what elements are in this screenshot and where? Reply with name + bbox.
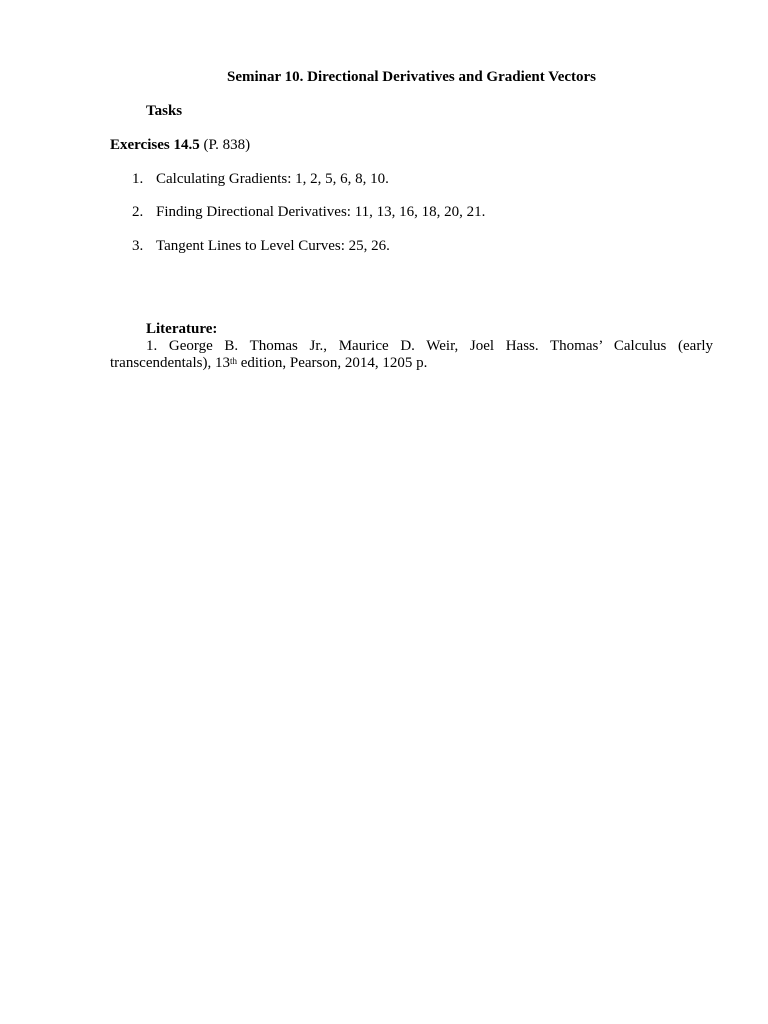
tasks-heading: Tasks [146, 103, 183, 119]
edition-superscript: th [229, 356, 237, 366]
literature-entry [110, 338, 713, 372]
literature-entry-text-end: edition, Pearson, 2014, 1205 p. [236, 355, 428, 371]
page-title: Seminar 10. Directional Derivatives and Gradient Vectors [227, 69, 596, 85]
list-item-number: 2. [132, 204, 144, 220]
exercises-page-ref: (P. 838) [199, 137, 251, 153]
task-list-item [132, 203, 485, 221]
list-item-text: Tangent Lines to Level Curves: 25, 26. [156, 238, 390, 254]
literature-heading: Literature: [146, 321, 218, 337]
list-item-number: 1. [132, 171, 144, 187]
task-list-item [132, 170, 389, 188]
list-item-number: 3. [132, 238, 144, 254]
task-list-item [132, 237, 390, 255]
list-item-text: Finding Directional Derivatives: 11, 13, 16, 18, 20, 21. [156, 204, 486, 220]
list-item-text: Calculating Gradients: 1, 2, 5, 6, 8, 10. [156, 171, 389, 187]
exercises-label: Exercises 14.5 [110, 137, 200, 153]
literature-entry-text: 1. George B. Thomas Jr., Maurice D. Weir, Joel Hass. Thomas’ Calculus (early transcendentals), 13 [110, 338, 713, 371]
exercises-reference [110, 136, 250, 154]
